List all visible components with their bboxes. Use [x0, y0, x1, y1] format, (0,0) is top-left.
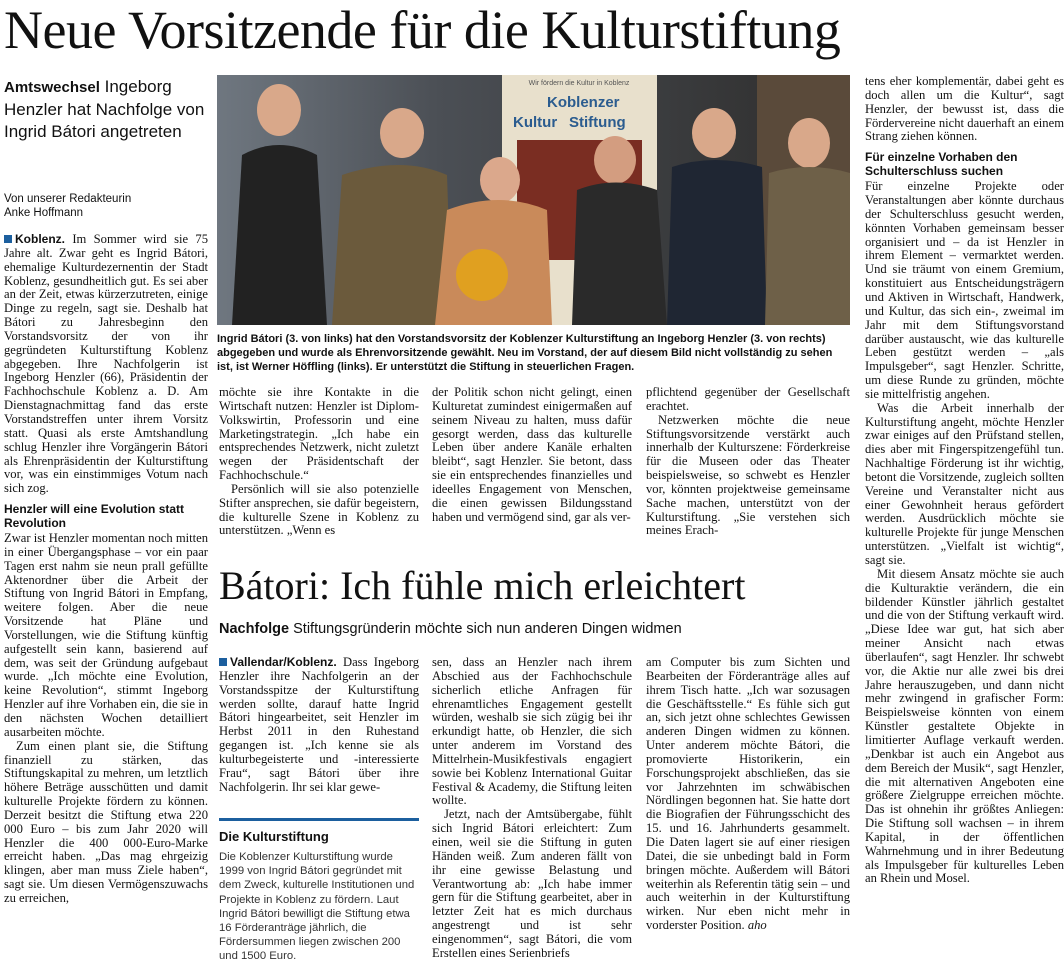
info-box-title: Die Kulturstiftung [219, 829, 329, 844]
column-5 [865, 75, 1064, 886]
info-box [219, 818, 419, 964]
col5-subheading: Für einzelne Vorhaben den Schulterschluss suchen [865, 150, 1018, 179]
byline [4, 192, 209, 220]
info-box-text: Die Koblenzer Kulturstiftung wurde 1999 von Ingrid Bátori gegründet mit dem Zweck, kulturelle Institutionen und Projekte in Koblenz zu fördern. Laut Ingrid Bátori bewilligt die Stiftung etwa 16 Förderanträge jährlich, die Fördersummen liegen zwischen 200 und 1500 Euro. [219, 851, 415, 963]
article2-dateline: Vallendar/Koblenz. [230, 655, 337, 669]
article2-kicker-text: Stiftungsgründerin möchte sich nun anderen Dingen widmen [293, 621, 682, 637]
col5-paragraph-2: Für einzelne Projekte oder Veranstaltungen aber könnte durchaus der Schulterschluss gesucht werden, könnten Vorhaben gemeinsam besser organisiert und – da ist Henzler in ihrem Element – vermarktet werden. Und sie träumt von einem Gremium, konstituiert aus Entscheidungsträgern und Aktiven in Wirtschaft, Handwerk, und Kultur, das sich ein-, zweimal im Jahr mit dem Stiftungsvorstand darüber austauscht, wie das kulturelle Leben gestützt werden – „als Impulsgeber“, sagt Henzler. Schritte, um diese Runde zu gründen, möchte sie mittelfristig angehen. [865, 179, 1064, 401]
col1-paragraph-2: Zwar ist Henzler momentan noch mitten in einer Übergangsphase – vor ein paar Tagen erst nahm sie neun prall gefüllte Aktenordner über die Arbeit der Stiftung von Ingrid Bátori in Empfang, weitere folgen. Aber die neue Vorsitzende hat Pläne und Vorstellungen, wie die Stiftung künftig aufgestellt sein kann, basierend auf dem, was seit der Gründung aufgebaut wurde. „Ich möchte eine Evolution, keine Revolution“, stimmt Ingeborg Henzler auf ihre Vorhaben ein, die sie in den nächsten Wochen detailliert ausarbeiten möchte. [4, 531, 208, 739]
group-photo-image [217, 75, 850, 325]
article2-text-1: Dass Ingeborg Henzler ihre Nachfolgerin an der Vorstandsspitze der Kulturstiftung werden sollte, darauf hatte Ingrid Bátori hingearbeitet, seit Henzler im Herbst 2011 in den Ruhestand gegangen ist. „Ich kenne sie als kulturbegeisterte und -interessierte Frau“, sagt Bátori über ihre Nachfolgerin. Ihr sei klar gewe- [219, 655, 419, 794]
article2-paragraph-3: Jetzt, nach der Amtsübergabe, fühlt sich Ingrid Bátori erleichtert: Zum einen, weil sie die Stiftung in guten Händen weiß. Zum anderen fällt von ihr eine gewisse Belastung und Verantwortung ab: „Ich habe immer gern für die Stiftung gearbeitet, aber in letzter Zeit hat es mich durchaus angestrengt und ist sehr eingenommen“, sagt Bátori, die vom Erstellen eines Serienbriefs [432, 807, 632, 960]
kicker-label: Amtswechsel [4, 79, 100, 96]
banner-small-text: Wir fördern die Kultur in Koblenz [528, 80, 630, 87]
col3-paragraph-1: der Politik schon nicht gelingt, einen Kulturetat zumindest einigermaßen auf seinem Niveau zu halten, muss dafür gesorgt werden, dass das kulturelle Leben über andere Kanäle erhalten bleibt“, sagt Henzler. Sie betont, dass sie ein entsprechendes finanzielles und ideelles Engagement von Menschen, die einen gewissen Bildungsstand haben und vermögend sind, gar als ver- [432, 385, 632, 524]
column-2 [219, 386, 419, 538]
article2-kicker-label: Nachfolge [219, 621, 290, 637]
article2-column-1 [219, 656, 419, 794]
article2-column-3 [646, 656, 850, 933]
col4-paragraph-1: pflichtend gegenüber der Gesellschaft erachtet. [646, 385, 850, 413]
col1-text-1: Im Sommer wird sie 75 Jahre alt. Zwar geht es Ingrid Bátori, ehemalige Kulturdezernentin der Stadt Koblenz, gesundheitlich gut. Es sei aber an der Zeit, etwas kürzerzutreten, einige Dinge zu regeln, sagt sie. Deshalb hat Bátori zu Jahresbeginn den Vorstandsvorsitz der von ihr gegründeten Kulturstiftung Koblenz abgegeben. Ihre Nachfolgerin ist Ingeborg Henzler (66), Präsidentin der Fachhochschule Koblenz a. D. Am Dienstagnachmittag fand das erste Vorstandstreffen unter ihrem Vorsitz statt. Quasi als erste Amtshandlung schlug Henzler ihre Vorgängerin Bátori als Ehrenpräsidentin der Kulturstiftung vor, was ein einstimmiges Votum nach sich zog. [4, 232, 208, 496]
article-photo [217, 75, 850, 325]
info-box-rule [219, 818, 419, 821]
article2-headline: Bátori: Ich fühle mich erleichtert [219, 563, 746, 608]
article2-paragraph-2: sen, dass an Henzler nach ihrem Abschied aus der Fachhochschule sicherlich etliche Anfragen für ehrenamtliches Engagement gestellt würden, weshalb sie sich zügig bei ihr erkundigt hatte, ob Henzler, die sich unter anderem im Vorstand des Mittelrhein-Musikfestivals engagiert sowie bei Koblenz International Guitar Festival & Academy, die Stiftung leiten wollte. [432, 655, 632, 808]
column-4 [646, 386, 850, 538]
byline-line2: Anke Hoffmann [4, 207, 84, 219]
col5-paragraph-3: Was die Arbeit innerhalb der Kulturstiftung angeht, möchte Henzler zwar einiges auf den Prüfstand stellen, dies aber mit Fingerspitzengefühl tun. Nachhaltige Förderung ist ihr wichtig, betont die Vorsitzende, zugleich sollten Vereine und Veranstalter nicht aus einer Gewohnheit heraus gefördert werden. Ausdrücklich möchte sie kulturelle Projekte für junge Menschen unterstützen. „Vielfalt ist wichtig“, sagt sie. [865, 400, 1064, 567]
dateline: Koblenz. [15, 232, 65, 246]
col1-paragraph-3: Zum einen plant sie, die Stiftung finanziell zu stärken, das Stiftungskapital zu mehren, um letztlich höhere Beträge ausschütten und damit kulturelle Projekte fördern zu können. Derzeit besitzt die Stiftung etwa 220 000 Euro – bis zum Jahr 2020 will Henzler die 400 000-Euro-Marke erreicht haben. „Das mag ehrgeizig klingen, aber man muss Ziele haben“, sagt sie. Um diesen Vermögenszuwachs zu erreichen, [4, 738, 208, 905]
article-kicker [4, 76, 209, 143]
col1-paragraph-1 [4, 233, 208, 496]
banner-title-3: Stiftung [569, 114, 626, 131]
article2-paragraph-1 [219, 656, 419, 794]
photo-caption: Ingrid Bátori (3. von links) hat den Vorstandsvorsitz der Koblenzer Kulturstiftung an Ingeborg Henzler (3. von rechts) abgegeben und wurde als Ehrenvorsitzende gewählt. Neu im Vorstand, der auf diesem Bild nicht vollständig zu sehen ist, ist Werner Höffling (links). Er unterstützt die Stiftung in steuerlichen Fragen. [217, 333, 833, 373]
article2-kicker [219, 620, 859, 638]
dateline-marker-icon [219, 658, 227, 666]
col5-paragraph-4: Mit diesem Ansatz möchte sie auch die Kulturaktie verändern, die ein bildender Künstler jährlich gestaltet und die von der Stiftung verkauft wird. „Diese Idee war gut, hat sich aber meiner Ansicht nach etwas überlaufen“, sagt Henzler. Ihr schwebt vor, die Aktie nur alle zwei bis drei Jahre herauszugeben, und dann nicht mehr zwingend in grafischer Form: Beispielsweise könnten von einem Künstler gestaltete Objekte in limitierter Auflage verkauft werden. „Denkbar ist auch ein Angebot aus dem Bereich der Musik“, sagt Henzler, die mit alternativen Angeboten eine größere Zielgruppe erreichen möchte. Das ist ohnehin ihr größtes Anliegen: Die Stiftung soll wachsen – in ihrem Kapital, in der öffentlichen Wahrnehmung und in ihrer Bedeutung als Impulsgeber für kulturelles Leben an Rhein und Mosel. [865, 566, 1064, 886]
column-3 [432, 386, 632, 524]
col2-paragraph-1: möchte sie ihre Kontakte in die Wirtschaft nutzen: Henzler ist Diplom-Volkswirtin, Professorin und eine Marketingstrategin. „Ich habe ein entsprechendes Netzwerk, nicht zuletzt wegen der Präsidentschaft der Fachhochschule.“ [219, 385, 419, 483]
page-headline: Neue Vorsitzende für die Kulturstiftung [4, 0, 841, 60]
column-1 [4, 233, 208, 906]
author-short: aho [747, 918, 767, 933]
banner-title-2: Kultur [513, 114, 558, 131]
col2-paragraph-2: Persönlich will sie also potenzielle Stifter ansprechen, sie dafür begeistern, die kulturelle Szene in Koblenz zu unterstützen. „Wenn es [219, 481, 419, 538]
kicker-text: Ingeborg Henzler hat Nachfolge von Ingrid Bátori angetreten [4, 77, 205, 141]
col1-subheading: Henzler will eine Evolution statt Revolution [4, 502, 185, 531]
banner-title-1: Koblenzer [547, 94, 620, 111]
col5-paragraph-1: tens eher komplementär, dabei geht es doch allen um die Kultur“, sagt Henzler, der bewusst ist, dass die Fördervereine nicht dauerhaft an einem Strang ziehen können. [865, 74, 1064, 144]
article2-column-2 [432, 656, 632, 961]
article2-paragraph-4 [646, 656, 850, 933]
byline-line1: Von unserer Redakteurin [4, 193, 132, 205]
dateline-marker-icon [4, 235, 12, 243]
col4-paragraph-2: Netzwerken möchte die neue Stiftungsvorsitzende verstärkt auch innerhalb der Kulturszene: Förderkreise für die Museen oder das Theater beispielsweise, so schwebt es Henzler vor, könnten projektweise gemeinsame Sache machen, unterstützt von der Kulturstiftung. „Sie verstehen sich meines Erach- [646, 412, 850, 538]
article2-text-4: am Computer bis zum Sichten und Bearbeiten der Förderanträge alles auf ihrem Tisch hatte. „Ich war sozusagen die Geschäftsstelle.“ Es fühle sich gut an, sich jetzt ohne schlechtes Gewissen anderen Dingen widmen zu können. Unter anderem möchte Bátori, die promovierte Historikerin, ein Forschungsprojekt abschließen, das sie vor Jahrzehnten im schwäbischen Nördlingen begonnen hat. Sie hatte dort die Biografien der Führungsschicht des 15. und 16. Jahrhunderts gesammelt. Die Daten lagert sie auf einer riesigen Datei, die sie unbedingt bald in Form bringen möchte. Außerdem will Bátori weiterhin als Referentin tätig sein – und auch weiterhin in der Kulturstiftung wirken. Nur eben nicht mehr in vorderster Position. [646, 655, 850, 933]
